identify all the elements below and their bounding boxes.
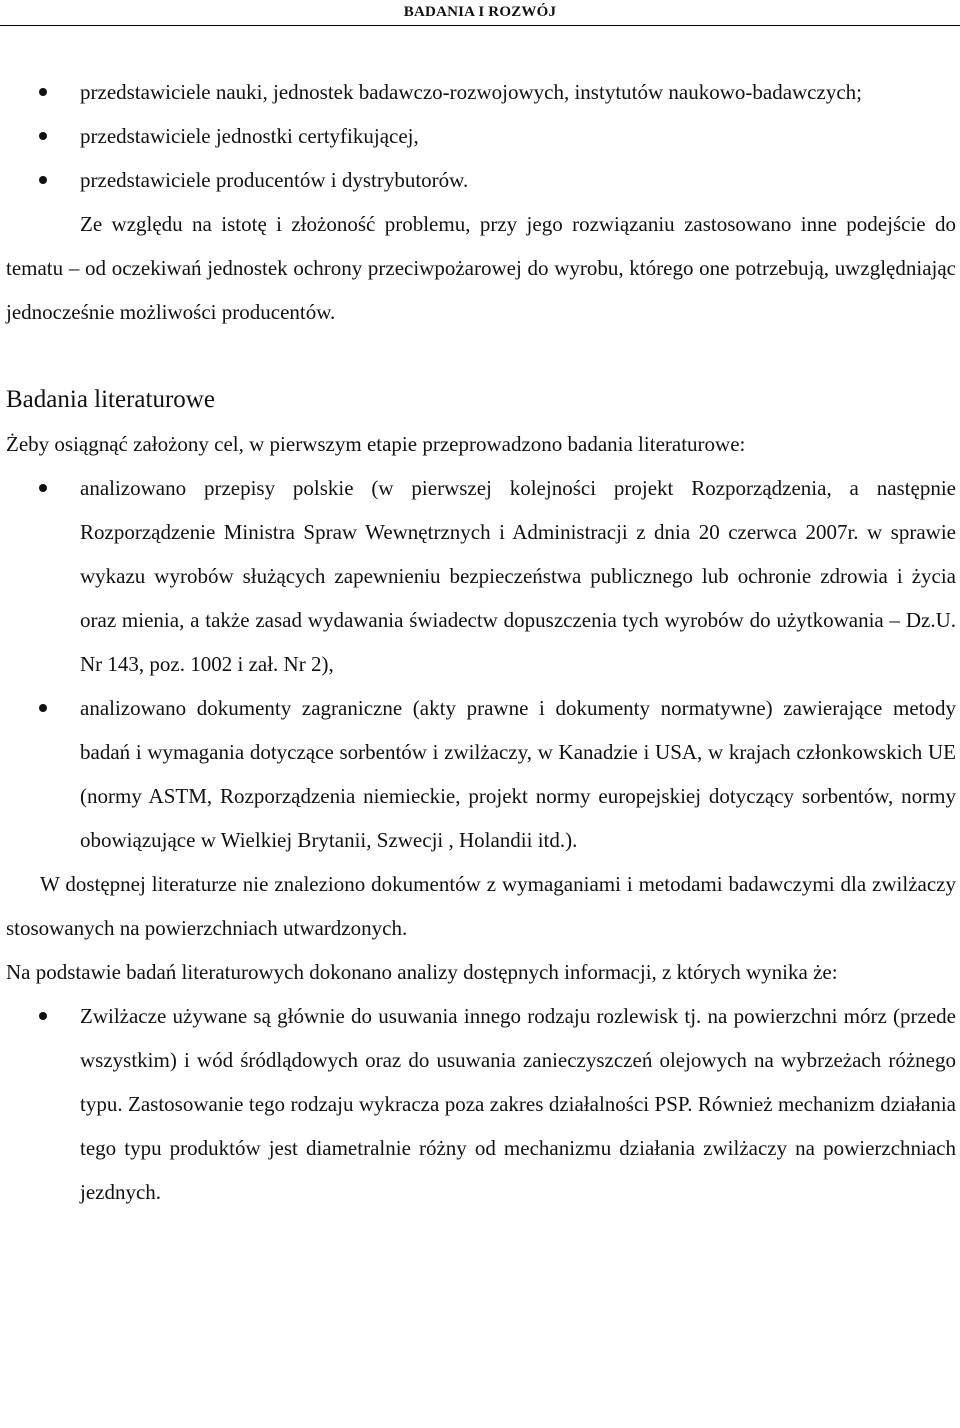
literature-gap-paragraph: W dostępnej literaturze nie znaleziono dokumentów z wymaganiami i metodami badawczymi dla zwilżaczy stosowanych na powierzchniach utwardzonych.: [6, 872, 956, 940]
section-title: Badania literaturowe: [6, 386, 215, 413]
list-item-text: przedstawiciele producentów i dystrybutorów.: [80, 168, 469, 192]
list-item: [6, 994, 956, 1214]
literature-list: [6, 466, 956, 862]
header-rule: [0, 25, 960, 26]
list-item: [6, 158, 956, 202]
list-item-text: Zwilżacze używane są głównie do usuwania innego rodzaju rozlewisk tj. na powierzchni mórz (przede wszystkim) i wód śródlądowych oraz do usuwania zanieczyszczeń olejowych na wybrzeżach różnego typu. Zastosowanie tego rodzaju wykracza poza zakres działalności PSP. Również mechanizm działania tego typu produktów jest diametralnie różny od mechanizmu działania zwilżaczy na powierzchniach jezdnych.: [80, 1004, 956, 1204]
list-item-text: analizowano przepisy polskie (w pierwszej kolejności projekt Rozporządzenia, a następnie Rozporządzenie Ministra Spraw Wewnętrznych i Administracji z dnia 20 czerwca 2007r. w sprawie wykazu wyrobów służących zapewnieniu bezpieczeństwa publicznego lub ochronie zdrowia i życia oraz mienia, a także zasad wydawania świadectw dopuszczenia tych wyrobów do użytkowania – Dz.U. Nr 143, poz. 1002 i zał. Nr 2),: [80, 476, 956, 676]
section-intro: Żeby osiągnąć założony cel, w pierwszym etapie przeprowadzono badania literaturowe:: [6, 432, 746, 456]
list-item: [6, 70, 956, 114]
bullet-icon: [39, 88, 47, 96]
bullet-icon: [39, 1012, 47, 1020]
list-item: [6, 466, 956, 686]
running-header: BADANIA I ROZWÓJ: [403, 4, 557, 20]
spacer: [6, 334, 956, 378]
bullet-icon: [39, 132, 47, 140]
bullet-icon: [39, 176, 47, 184]
document-body: [6, 70, 956, 1214]
analysis-paragraph: Na podstawie badań literaturowych dokonano analizy dostępnych informacji, z których wynika że:: [6, 960, 838, 984]
list-item-text: przedstawiciele nauki, jednostek badawczo-rozwojowych, instytutów naukowo-badawczych;: [80, 80, 862, 104]
bullet-icon: [39, 484, 47, 492]
participants-list: [6, 70, 956, 202]
approach-paragraph: Ze względu na istotę i złożoność problemu, przy jego rozwiązaniu zastosowano inne podejście do tematu – od oczekiwań jednostek ochrony przeciwpożarowej do wyrobu, którego one potrzebują, uwzględniając jednocześnie możliwości producentów.: [6, 212, 956, 324]
list-item-text: analizowano dokumenty zagraniczne (akty prawne i dokumenty normatywne) zawierające metody badań i wymagania dotyczące sorbentów i zwilżaczy, w Kanadzie i USA, w krajach członkowskich UE (normy ASTM, Rozporządzenia niemieckie, projekt normy europejskiej dotyczący sorbentów, normy obowiązujące w Wielkiej Brytanii, Szwecji , Holandii itd.).: [80, 696, 956, 852]
list-item-text: przedstawiciele jednostki certyfikującej,: [80, 124, 419, 148]
findings-list: [6, 994, 956, 1214]
list-item: [6, 114, 956, 158]
bullet-icon: [39, 704, 47, 712]
list-item: [6, 686, 956, 862]
